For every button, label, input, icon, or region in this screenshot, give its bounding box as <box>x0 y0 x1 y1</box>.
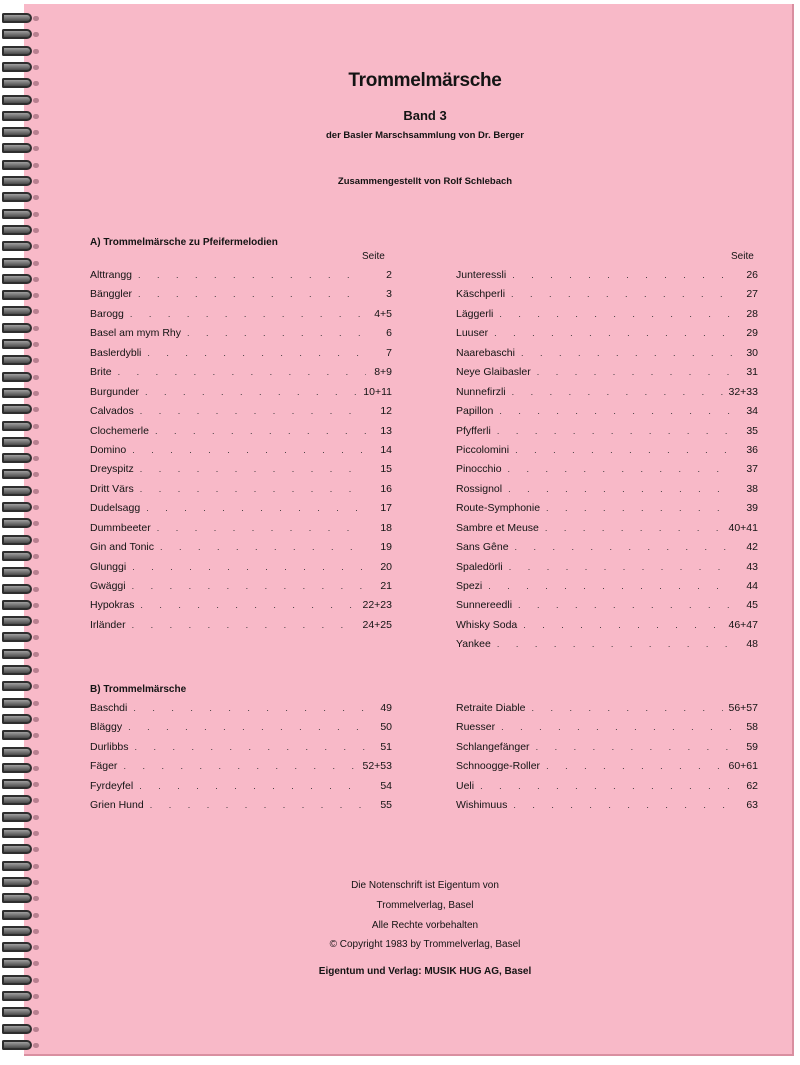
toc-entry <box>90 405 392 424</box>
spiral-coil <box>2 564 36 580</box>
toc-entry-page: 40+41 <box>728 521 758 534</box>
toc-entry-title: Junteressli <box>456 269 507 281</box>
dot-leader <box>140 464 366 474</box>
toc-entry <box>456 541 758 560</box>
toc-entry-page: 39 <box>746 502 758 515</box>
toc-entry <box>456 638 758 657</box>
toc-entry-title: Pinocchio <box>456 463 502 476</box>
toc-entry <box>90 288 392 307</box>
toc-entry-title: Hypokras <box>90 599 135 612</box>
spiral-coil <box>2 678 36 694</box>
toc-entry <box>456 502 758 521</box>
collection-subtitle: der Basler Marschsammlung von Dr. Berger <box>326 130 524 141</box>
toc-entry <box>90 721 392 740</box>
toc-entry-title: Fäger <box>90 760 118 773</box>
footer-rights: Alle Rechte vorbehalten <box>371 920 479 931</box>
toc-entry <box>90 463 392 482</box>
toc-entry-title: Rossignol <box>456 482 503 495</box>
toc-entry <box>90 619 392 638</box>
toc-entry-page: 34 <box>746 405 758 418</box>
dot-leader <box>512 387 723 397</box>
toc-entry-title: Dreyspitz <box>90 463 134 476</box>
dot-leader <box>138 289 366 299</box>
section-b-right-list <box>456 702 758 819</box>
toc-entry-page: 18 <box>380 521 392 534</box>
spiral-coil <box>2 157 36 173</box>
toc-entry-title: Grien Hund <box>90 799 144 812</box>
toc-entry <box>456 366 758 385</box>
toc-entry-page: 26 <box>746 269 758 281</box>
toc-entry <box>90 327 392 346</box>
toc-entry-page: 63 <box>746 799 758 812</box>
spiral-coil <box>2 287 36 303</box>
toc-entry <box>456 483 758 502</box>
spiral-coil <box>2 189 36 205</box>
toc-entry-page: 54 <box>380 779 392 792</box>
spiral-coil <box>2 646 36 662</box>
toc-entry-title: Glunggi <box>90 560 127 573</box>
spiral-coil <box>2 466 36 482</box>
toc-entry-title: Ueli <box>456 779 475 792</box>
toc-entry-page: 32+33 <box>728 385 758 398</box>
toc-entry-title: Irländer <box>90 618 126 631</box>
compiler-credit: Zusammengestellt von Rolf Schlebach <box>337 176 513 187</box>
toc-entry-title: Baschdi <box>90 702 128 714</box>
toc-entry-title: Clochemerle <box>90 424 149 437</box>
toc-entry-page: 24+25 <box>362 618 392 631</box>
dot-leader <box>518 600 732 610</box>
toc-entry-page: 13 <box>380 424 392 437</box>
toc-entry-title: Fyrdeyfel <box>90 779 134 792</box>
page-title: Trommelmärsche <box>348 70 502 91</box>
dot-leader <box>132 562 366 572</box>
spiral-coil <box>2 450 36 466</box>
toc-entry-title: Sambre et Meuse <box>456 521 539 534</box>
toc-entry-page: 58 <box>746 721 758 734</box>
spiral-coil <box>2 352 36 368</box>
toc-entry-page: 52+53 <box>362 760 392 773</box>
toc-entry <box>456 799 758 818</box>
toc-entry-page: 45 <box>746 599 758 612</box>
toc-entry-title: Brite <box>90 366 112 379</box>
toc-entry-title: Gin and Tonic <box>90 541 155 554</box>
spiral-coil <box>2 92 36 108</box>
dot-leader <box>128 722 366 732</box>
toc-entry-page: 36 <box>746 443 758 456</box>
spiral-coil <box>2 140 36 156</box>
toc-entry-title: Barogg <box>90 307 124 320</box>
toc-entry-page: 6 <box>386 327 392 340</box>
toc-entry-page: 46+47 <box>728 618 758 631</box>
toc-entry-page: 55 <box>380 799 392 812</box>
toc-entry-page: 50 <box>380 721 392 734</box>
spiral-coil <box>2 369 36 385</box>
dot-leader <box>515 542 732 552</box>
spiral-coil <box>2 418 36 434</box>
toc-entry-page: 8+9 <box>374 366 392 379</box>
toc-entry <box>90 269 392 288</box>
section-b-left-list <box>90 702 392 819</box>
toc-entry-page: 4+5 <box>374 307 392 320</box>
spiral-coil <box>2 629 36 645</box>
toc-entry <box>456 702 758 721</box>
toc-entry-title: Whisky Soda <box>456 618 518 631</box>
dot-leader <box>155 426 366 436</box>
footer-ownership: Die Notenschrift ist Eigentum von <box>351 880 499 891</box>
dot-leader <box>138 270 366 280</box>
toc-entry <box>456 327 758 346</box>
toc-entry <box>90 799 392 818</box>
dot-leader <box>509 562 732 572</box>
spiral-coil <box>2 320 36 336</box>
toc-entry-page: 3 <box>386 288 392 301</box>
toc-entry <box>90 561 392 580</box>
toc-entry-title: Schlangefänger <box>456 740 530 753</box>
toc-entry-page: 2 <box>386 269 392 281</box>
spiral-coil <box>2 483 36 499</box>
dot-leader <box>139 781 366 791</box>
seite-label-right: Seite <box>731 251 754 262</box>
spiral-coil <box>2 988 36 1004</box>
spiral-coil <box>2 222 36 238</box>
toc-entry-title: Dummbeeter <box>90 521 151 534</box>
toc-entry-page: 19 <box>380 541 392 554</box>
spiral-coil <box>2 597 36 613</box>
toc-entry-title: Bänggler <box>90 288 133 301</box>
toc-entry <box>456 347 758 366</box>
toc-entry-page: 43 <box>746 560 758 573</box>
toc-entry-title: Spezi <box>456 580 483 592</box>
toc-entry <box>456 780 758 799</box>
spiral-coil <box>2 581 36 597</box>
toc-entry-title: Luuser <box>456 327 489 340</box>
toc-entry-title: Durlibbs <box>90 740 129 753</box>
dot-leader <box>537 367 732 377</box>
toc-entry-title: Baslerdybli <box>90 346 142 359</box>
dot-leader <box>140 484 366 494</box>
dot-leader <box>515 445 732 455</box>
toc-entry <box>90 444 392 463</box>
toc-entry <box>90 541 392 560</box>
toc-entry <box>90 386 392 405</box>
dot-leader <box>160 542 366 552</box>
toc-entry-page: 37 <box>746 463 758 476</box>
toc-entry-title: Dudelsagg <box>90 502 141 515</box>
toc-entry <box>90 702 392 721</box>
toc-entry-title: Domino <box>90 443 127 456</box>
toc-entry-page: 60+61 <box>728 760 758 773</box>
dot-leader <box>511 289 732 299</box>
spiral-coil <box>2 727 36 743</box>
spiral-coil <box>2 255 36 271</box>
spiral-coil <box>2 385 36 401</box>
dot-leader <box>132 445 366 455</box>
toc-entry <box>90 425 392 444</box>
toc-entry-page: 17 <box>380 502 392 515</box>
toc-entry-title: Bläggy <box>90 721 123 734</box>
spiral-coil <box>2 206 36 222</box>
toc-entry <box>456 405 758 424</box>
toc-entry-page: 10+11 <box>363 385 392 398</box>
toc-entry-page: 35 <box>746 424 758 437</box>
toc-entry <box>456 269 758 288</box>
toc-entry-page: 28 <box>746 307 758 320</box>
toc-entry-page: 15 <box>380 463 392 476</box>
toc-entry <box>90 347 392 366</box>
dot-leader <box>501 722 732 732</box>
toc-entry-title: Retraite Diable <box>456 702 526 714</box>
spiral-coil <box>2 515 36 531</box>
band-label: Band 3 <box>403 108 447 123</box>
dot-leader <box>118 367 366 377</box>
toc-entry-page: 22+23 <box>362 599 392 612</box>
spiral-coil <box>2 401 36 417</box>
spiral-coil <box>2 532 36 548</box>
dot-leader <box>497 426 732 436</box>
dot-leader <box>130 309 366 319</box>
spiral-coil <box>2 271 36 287</box>
toc-entry-title: Yankee <box>456 638 491 651</box>
toc-entry-page: 49 <box>380 702 392 714</box>
toc-entry <box>90 366 392 385</box>
spiral-coil <box>2 336 36 352</box>
dot-leader <box>545 523 723 533</box>
spiral-coil <box>2 841 36 857</box>
dot-leader <box>499 406 732 416</box>
toc-entry-title: Sans Gêne <box>456 541 509 554</box>
spiral-coil <box>2 43 36 59</box>
toc-entry <box>90 580 392 599</box>
toc-entry-page: 7 <box>386 346 392 359</box>
toc-entry-page: 30 <box>746 346 758 359</box>
spiral-coil <box>2 825 36 841</box>
toc-entry-page: 59 <box>746 740 758 753</box>
toc-entry <box>456 561 758 580</box>
toc-entry <box>456 425 758 444</box>
dot-leader <box>513 800 732 810</box>
spiral-coil <box>2 613 36 629</box>
spiral-coil <box>2 662 36 678</box>
toc-entry-page: 51 <box>380 740 392 753</box>
spiral-coil <box>2 744 36 760</box>
dot-leader <box>150 800 366 810</box>
spiral-coil <box>2 1004 36 1020</box>
toc-entry-title: Burgunder <box>90 385 140 398</box>
toc-entry <box>456 619 758 638</box>
toc-entry-title: Sunnereedli <box>456 599 513 612</box>
toc-entry <box>456 308 758 327</box>
spiral-coil <box>2 792 36 808</box>
spiral-coil <box>2 238 36 254</box>
dot-leader <box>531 703 722 713</box>
dot-leader <box>140 600 356 610</box>
toc-entry <box>90 780 392 799</box>
toc-entry <box>90 308 392 327</box>
spiral-coil <box>2 776 36 792</box>
dot-leader <box>187 328 366 338</box>
toc-entry-title: Käschperli <box>456 288 506 301</box>
toc-entry <box>90 741 392 760</box>
spiral-coil <box>2 858 36 874</box>
toc-entry <box>456 721 758 740</box>
toc-entry-title: Naarebaschi <box>456 346 515 359</box>
toc-entry-page: 42 <box>746 541 758 554</box>
toc-entry <box>456 760 758 779</box>
dot-leader <box>512 270 732 280</box>
toc-entry-page: 48 <box>746 638 758 651</box>
toc-entry-page: 14 <box>380 443 392 456</box>
toc-entry-title: Dritt Värs <box>90 482 134 495</box>
spiral-coil <box>2 548 36 564</box>
toc-entry-page: 62 <box>746 779 758 792</box>
spiral-coil <box>2 1037 36 1053</box>
toc-entry-page: 44 <box>746 580 758 592</box>
toc-entry-title: Ruesser <box>456 721 496 734</box>
toc-entry-page: 27 <box>746 288 758 301</box>
toc-entry-title: Nunnefirzli <box>456 385 506 398</box>
toc-entry <box>90 599 392 618</box>
toc-entry-title: Wishimuus <box>456 799 508 812</box>
toc-entry-page: 38 <box>746 482 758 495</box>
toc-entry-title: Alttrangg <box>90 269 133 281</box>
toc-entry-page: 16 <box>380 482 392 495</box>
toc-entry <box>456 599 758 618</box>
toc-entry-title: Papillon <box>456 405 494 418</box>
dot-leader <box>494 328 732 338</box>
toc-entry <box>456 463 758 482</box>
toc-entry-title: Neye Glaibasler <box>456 366 531 379</box>
spiral-coil <box>2 434 36 450</box>
dot-leader <box>145 387 357 397</box>
dot-leader <box>480 781 732 791</box>
spiral-coil <box>2 809 36 825</box>
dot-leader <box>546 761 722 771</box>
spiral-coil <box>2 10 36 26</box>
section-a-right-list <box>456 269 758 658</box>
toc-entry <box>456 444 758 463</box>
spiral-coil <box>2 760 36 776</box>
toc-entry-page: 56+57 <box>728 702 758 714</box>
toc-entry <box>90 502 392 521</box>
dot-leader <box>523 620 722 630</box>
toc-entry-title: Schnoogge-Roller <box>456 760 541 773</box>
dot-leader <box>488 581 732 591</box>
toc-entry <box>456 386 758 405</box>
dot-leader <box>508 464 732 474</box>
toc-entry-page: 21 <box>380 580 392 592</box>
dot-leader <box>133 703 366 713</box>
toc-entry <box>456 522 758 541</box>
toc-entry <box>90 522 392 541</box>
toc-entry-page: 20 <box>380 560 392 573</box>
dot-leader <box>132 581 366 591</box>
footer-distributor: Eigentum und Verlag: MUSIK HUG AG, Basel <box>318 966 532 977</box>
spiral-coil <box>2 26 36 42</box>
dot-leader <box>146 503 366 513</box>
toc-entry <box>90 760 392 779</box>
toc-entry-title: Calvados <box>90 405 134 418</box>
toc-entry-title: Basel am mym Rhy <box>90 327 182 340</box>
dot-leader <box>546 503 732 513</box>
toc-entry-title: Läggerli <box>456 307 494 320</box>
toc-entry-title: Piccolomini <box>456 443 510 456</box>
dot-leader <box>135 742 366 752</box>
footer-publisher: Trommelverlag, Basel <box>376 900 474 911</box>
spiral-coil <box>2 499 36 515</box>
section-a-left-list <box>90 269 392 638</box>
dot-leader <box>499 309 732 319</box>
seite-label-left: Seite <box>362 251 385 262</box>
spiral-coil <box>2 695 36 711</box>
dot-leader <box>123 761 356 771</box>
dot-leader <box>521 348 732 358</box>
toc-entry-title: Route-Symphonie <box>456 502 541 515</box>
spiral-coil <box>2 1021 36 1037</box>
dot-leader <box>147 348 366 358</box>
toc-entry <box>456 288 758 307</box>
toc-entry-page: 29 <box>746 327 758 340</box>
toc-entry-page: 31 <box>746 366 758 379</box>
dot-leader <box>508 484 732 494</box>
spiral-coil <box>2 303 36 319</box>
toc-entry <box>456 580 758 599</box>
dot-leader <box>140 406 366 416</box>
section-a-heading: A) Trommelmärsche zu Pfeifermelodien <box>90 237 278 248</box>
toc-entry-title: Pfyfferli <box>456 424 491 437</box>
dot-leader <box>497 639 732 649</box>
dot-leader <box>536 742 732 752</box>
toc-entry-title: Spaledörli <box>456 560 503 573</box>
dot-leader <box>157 523 366 533</box>
toc-entry-page: 12 <box>380 405 392 418</box>
dot-leader <box>132 620 357 630</box>
section-b-heading: B) Trommelmärsche <box>90 684 187 695</box>
toc-entry <box>456 741 758 760</box>
footer-copyright: © Copyright 1983 by Trommelverlag, Basel <box>329 939 521 950</box>
spiral-coil <box>2 711 36 727</box>
toc-entry <box>90 483 392 502</box>
toc-entry-title: Gwäggi <box>90 580 126 592</box>
